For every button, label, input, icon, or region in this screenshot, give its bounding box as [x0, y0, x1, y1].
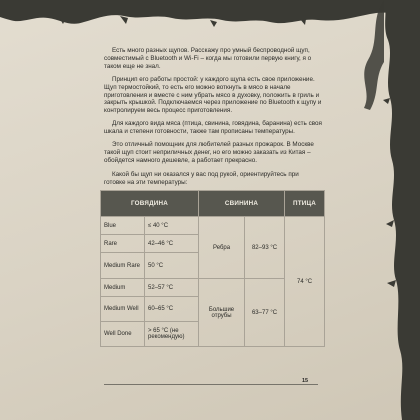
- doneness-level: Medium Rare: [101, 253, 145, 279]
- footer-rule: [104, 384, 318, 385]
- paragraph-1: Есть много разных щупов. Расскажу про умный беспроводной щуп, совместимый с Bluetooth и Wi‑Fi – когда мы готовили первую книгу, я о таком еще не знал.: [104, 47, 312, 70]
- doneness-level: Blue: [101, 217, 145, 235]
- grunge-right-border: [310, 0, 420, 420]
- doneness-level: Medium Well: [101, 297, 145, 322]
- table-row: [101, 217, 325, 235]
- paragraph-2: Принцип его работы простой: у каждого щупа есть свое приложение. Щуп термостойкий, то есть его можно воткнуть в мясо в начале приготовления и вместе с ним убрать мясо в духовку, положить в гриль и закрыть крышкой. Подключаемся через приложение по Bluetooth к щупу и контролируем весь процесс приготовления.: [104, 75, 322, 115]
- temperature-table: [100, 190, 324, 347]
- header-poultry: ПТИЦА: [285, 191, 325, 217]
- pork-cut: Большие отрубы: [199, 279, 245, 347]
- header-pork: СВИНИНА: [199, 191, 285, 217]
- doneness-temp: > 65 °C (не рекомендую): [145, 322, 199, 347]
- doneness-temp: ≤ 40 °C: [145, 217, 199, 235]
- pork-temp: 63–77 °C: [245, 279, 285, 347]
- paragraph-4: Это отличный помощник для любителей разных прожарок. В Москве такой щуп стоит неприличных денег, но его можно заказать из Китая – обойдется намного дешевле, а работает прекрасно.: [104, 141, 314, 164]
- pork-temp: 82–93 °C: [245, 217, 285, 279]
- doneness-temp: 50 °C: [145, 253, 199, 279]
- doneness-level: Well Done: [101, 322, 145, 347]
- page-number: 15: [302, 378, 309, 384]
- doneness-temp: 60–65 °C: [145, 297, 199, 322]
- doneness-level: Rare: [101, 235, 145, 253]
- paragraph-3: Для каждого вида мяса (птица, свинина, говядина, баранина) есть своя шкала и степени готовности, также там прописаны температуры.: [104, 120, 322, 136]
- paragraph-5: Какой бы щуп ни оказался у вас под рукой, ориентируйтесь при готовке на эти температуры:: [104, 170, 299, 186]
- doneness-level: Medium: [101, 279, 145, 297]
- poultry-temp: 74 °C: [285, 217, 325, 347]
- pork-cut: Ребра: [199, 217, 245, 279]
- body-text: [104, 47, 322, 192]
- doneness-temp: 42–46 °C: [145, 235, 199, 253]
- doneness-temp: 52–57 °C: [145, 279, 199, 297]
- header-beef: ГОВЯДИНА: [101, 191, 199, 217]
